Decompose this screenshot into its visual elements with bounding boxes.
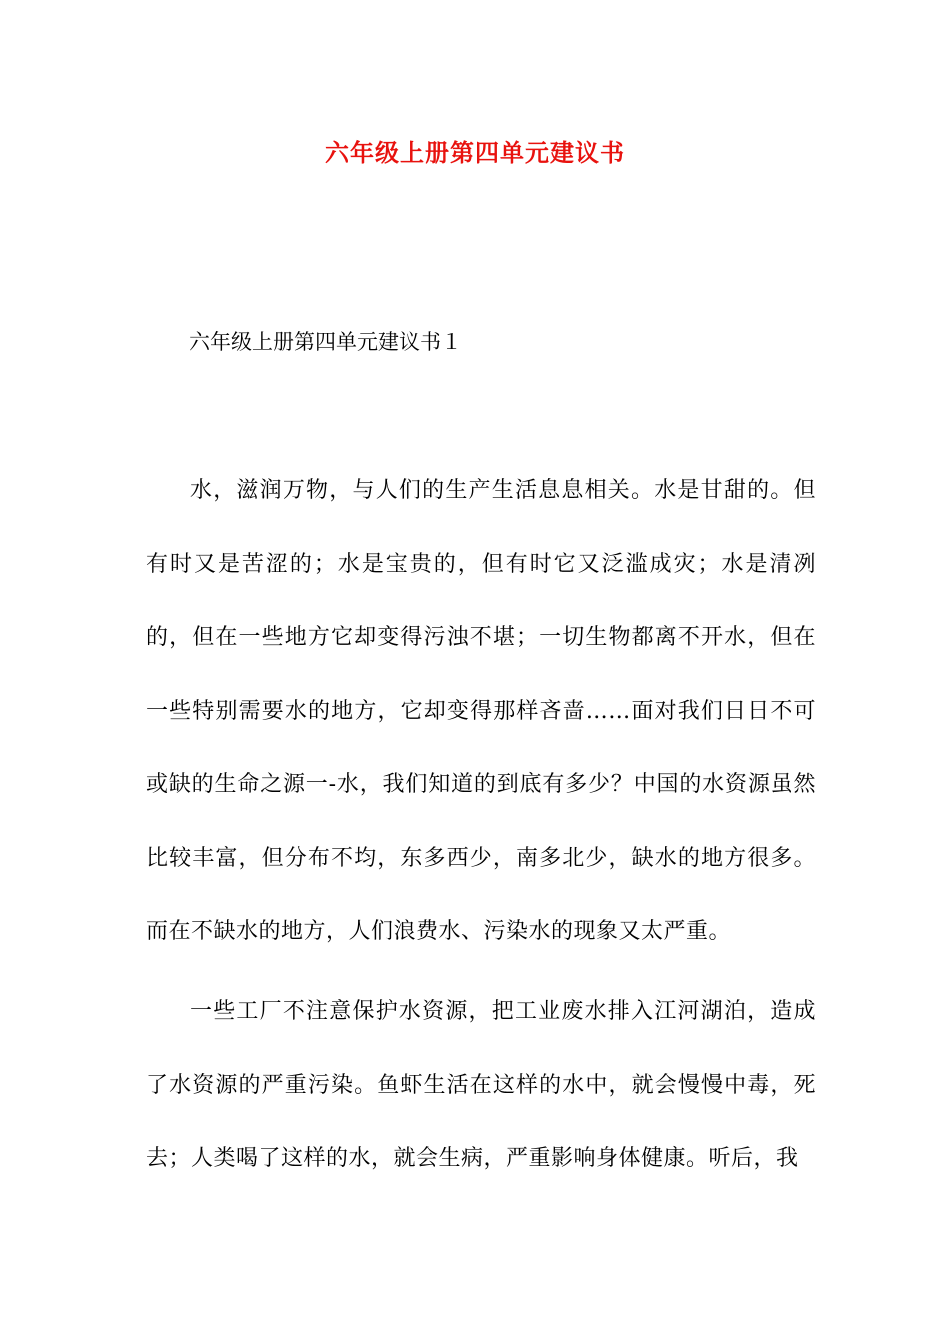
body-paragraph-1: 水，滋润万物，与人们的生产生活息息相关。水是甘甜的。但有时又是苦涩的；水是宝贵的，但有时它又泛滥成灾；水是清冽的，但在一些地方它却变得污浊不堪；一切生物都离不开水，但在一些特别需要水的地方，它却变得那样吝啬……面对我们日日不可或缺的生命之源一-水，我们知道的到底有多少？中国的水资源虽然比较丰富，但分布不均，东多西少，南多北少，缺水的地方很多。而在不缺水的地方，人们浪费水、污染水的现象又太严重。: [146, 478, 816, 944]
document-title: 六年级上册第四单元建议书: [325, 138, 625, 167]
body-paragraph-2: 一些工厂不注意保护水资源，把工业废水排入江河湖泊，造成了水资源的严重污染。鱼虾生活在这样的水中，就会慢慢中毒，死去；人类喝了这样的水，就会生病，严重影响身体健康。听后，我: [146, 999, 816, 1171]
document-subtitle: 六年级上册第四单元建议书１: [189, 330, 462, 354]
